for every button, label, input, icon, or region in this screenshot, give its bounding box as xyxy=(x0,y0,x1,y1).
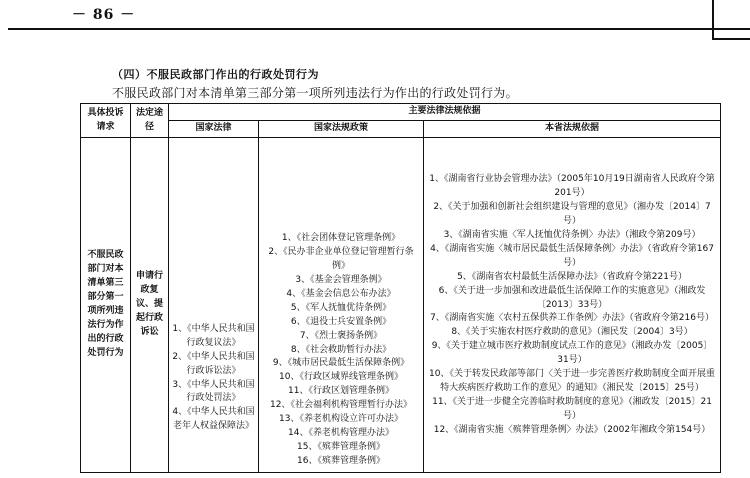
corner-frame xyxy=(712,0,750,40)
list-item: 2、《民办非企业单位登记管理暂行条例》 xyxy=(268,246,414,271)
route-cell: 申请行政复议、提起行政诉讼 xyxy=(131,138,169,473)
list-item: 12、《社会福利机构管理暂行办法》 xyxy=(270,400,412,411)
header-provincial: 本省法规依据 xyxy=(424,121,721,138)
list-item: 8、《社会救助暂行办法》 xyxy=(290,344,392,355)
header-request: 具体投诉请求 xyxy=(81,104,131,138)
list-item: 5、《湖南省农村最低生活保障办法》（省政府令第221号） xyxy=(457,271,687,282)
header-rule xyxy=(8,28,750,30)
list-item: 9、《关于建立城市医疗救助制度试点工作的意见》（湘政办发〔2005〕31号） xyxy=(431,341,713,366)
header-route: 法定途径 xyxy=(131,104,169,138)
header-basis: 主要法律法规依据 xyxy=(169,104,721,121)
list-item: 4、《基金会信息公布办法》 xyxy=(286,288,396,299)
provincial-cell xyxy=(424,138,721,473)
list-item: 1、《中华人民共和国行政复议法》 xyxy=(172,323,255,348)
list-item: 6、《关于进一步加强和改进最低生活保障工作的实施意见》（湘政发〔2013〕33号） xyxy=(438,285,706,310)
list-item: 7、《湖南省实施〈农村五保供养工作条例〉办法》（省政府令第216号） xyxy=(430,313,714,324)
list-item: 15、《殡葬管理条例》 xyxy=(297,442,385,453)
list-item: 12、《湖南省实施〈殡葬管理条例〉办法》（2002年湘政令第154号） xyxy=(433,424,711,435)
list-item: 1、《湖南省行业协会管理办法》（2005年10月19日湖南省人民政府令第201号） xyxy=(429,174,715,199)
header-national-law: 国家法律 xyxy=(169,121,259,138)
list-item: 4、《湖南省实施〈城市居民最低生活保障条例〉办法》（省政府令第167号） xyxy=(430,243,714,268)
request-cell: 不服民政部门对本清单第三部分第一项所列违法行为作出的行政处罚行为 xyxy=(81,138,131,473)
list-item: 16、《殡葬管理条例》 xyxy=(297,456,385,467)
list-item: 3、《湖南省实施〈军人抚恤优待条例〉办法》（湘政令第209号） xyxy=(443,229,701,240)
list-item: 11、《关于进一步健全完善临时救助制度的意见》（湘政发〔2015〕21号） xyxy=(432,397,712,422)
list-item: 4、《中华人民共和国老年人权益保障法》 xyxy=(172,407,255,432)
list-item: 10、《关于转发民政部等部门〈关于进一步完善医疗救助制度全面开展重特大疾病医疗救助工作的意见〉的通知》（湘民发〔2015〕25号） xyxy=(429,369,715,394)
list-item: 2、《关于加强和创新社会组织建设与管理的意见》（湘办发〔2014〕7号） xyxy=(433,201,711,226)
list-item: 3、《中华人民共和国行政处罚法》 xyxy=(172,379,255,404)
complaint-table xyxy=(80,103,721,473)
list-item: 10、《行政区域界线管理条例》 xyxy=(279,372,403,383)
list-item: 6、《退役士兵安置条例》 xyxy=(290,316,392,327)
list-item: 11、《行政区划管理条例》 xyxy=(288,386,394,397)
list-item: 5、《军人抚恤优待条例》 xyxy=(290,302,392,313)
list-item: 2、《中华人民共和国行政诉讼法》 xyxy=(172,351,255,376)
section-title: （四）不服民政部门作出的行政处罚行为 xyxy=(112,68,319,81)
list-item: 9、《城市居民最低生活保障条例》 xyxy=(272,358,410,369)
header-national-regulations: 国家法规政策 xyxy=(259,121,424,138)
list-item: 13、《养老机构设立许可办法》 xyxy=(279,414,403,425)
intro-text: 不服民政部门对本清单第三部分第一项所列违法行为作出的行政处罚行为。 xyxy=(112,86,518,100)
list-item: 8、《关于实施农村医疗救助的意见》（湘民发〔2004〕3号） xyxy=(451,327,693,338)
list-item: 7、《烈士褒扬条例》 xyxy=(299,330,383,341)
list-item: 3、《基金会管理条例》 xyxy=(295,274,387,285)
list-item: 14、《养老机构管理办法》 xyxy=(288,428,394,439)
table-row xyxy=(81,138,721,473)
page-number: － 86 － xyxy=(72,7,136,23)
national-law-cell xyxy=(169,138,259,473)
list-item: 1、《社会团体登记管理条例》 xyxy=(281,233,401,244)
national-regulations-cell xyxy=(259,138,424,473)
